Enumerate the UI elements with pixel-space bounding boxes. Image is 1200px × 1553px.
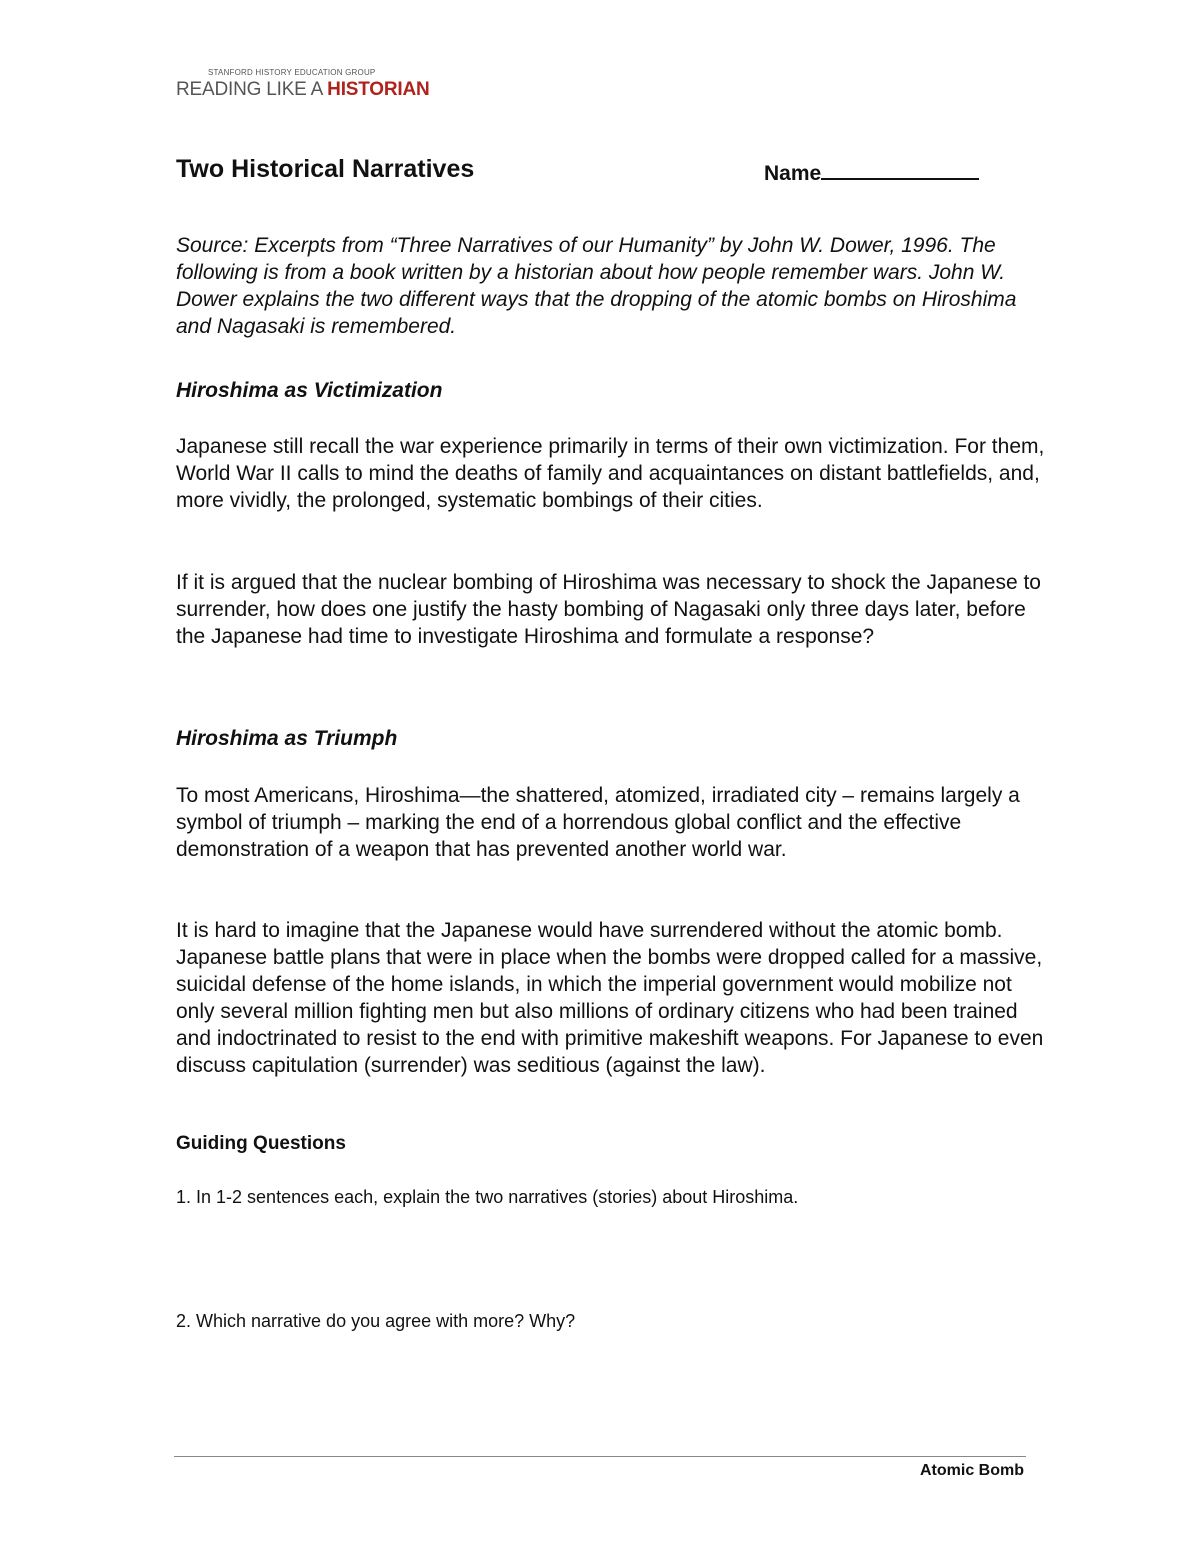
name-blank-line[interactable]: [821, 158, 979, 180]
name-label: Name: [764, 162, 822, 185]
question-2: 2. Which narrative do you agree with more? Why?: [176, 1311, 576, 1331]
heading-victimization: Hiroshima as Victimization: [176, 379, 443, 402]
logo-wordmark-plain: READING LIKE A: [176, 79, 328, 100]
victimization-paragraph-1: Japanese still recall the war experience primarily in terms of their own victimization. For them, World War II calls to mind the deaths of family and acquaintances on distant battlefields, and, more vividly, the prolonged, systematic bombings of their cities.: [176, 435, 1045, 512]
page-title: Two Historical Narratives: [176, 155, 475, 183]
footer-divider: [174, 1456, 1026, 1457]
guiding-questions-heading: Guiding Questions: [176, 1133, 346, 1154]
triumph-paragraph-1: To most Americans, Hiroshima—the shattered, atomized, irradiated city – remains largely a symbol of triumph – marking the end of a horrendous global conflict and the effective demonstration of a weapon that has prevented another world war.: [176, 784, 1020, 861]
logo-wordmark: [176, 78, 430, 102]
shege-logo: [176, 68, 430, 102]
logo-org-name: STANFORD HISTORY EDUCATION GROUP: [208, 68, 376, 77]
question-1: 1. In 1-2 sentences each, explain the two narratives (stories) about Hiroshima.: [176, 1187, 799, 1207]
logo-wordmark-accent: HISTORIAN: [327, 79, 430, 100]
victimization-paragraph-2: If it is argued that the nuclear bombing of Hiroshima was necessary to shock the Japanese to surrender, how does one justify the hasty bombing of Nagasaki only three days later, before the Japanese had time to investigate Hiroshima and formulate a response?: [176, 571, 1041, 648]
name-field[interactable]: [764, 158, 979, 186]
source-note: Source: Excerpts from “Three Narratives of our Humanity” by John W. Dower, 1996. The following is from a book written by a historian about how people remember wars. John W. Dower explains the two different ways that the dropping of the atomic bombs on Hiroshima and Nagasaki is remembered.: [176, 234, 1017, 338]
triumph-paragraph-2: It is hard to imagine that the Japanese would have surrendered without the atomic bomb. Japanese battle plans that were in place when the bombs were dropped called for a massive, suicidal defense of the home islands, in which the imperial government would mobilize not only several million fighting men but also millions of ordinary citizens who had been trained and indoctrinated to resist to the end with primitive makeshift weapons. For Japanese to even discuss capitulation (surrender) was seditious (against the law).: [176, 919, 1044, 1077]
footer-label: Atomic Bomb: [920, 1462, 1024, 1479]
heading-triumph: Hiroshima as Triumph: [176, 727, 398, 750]
